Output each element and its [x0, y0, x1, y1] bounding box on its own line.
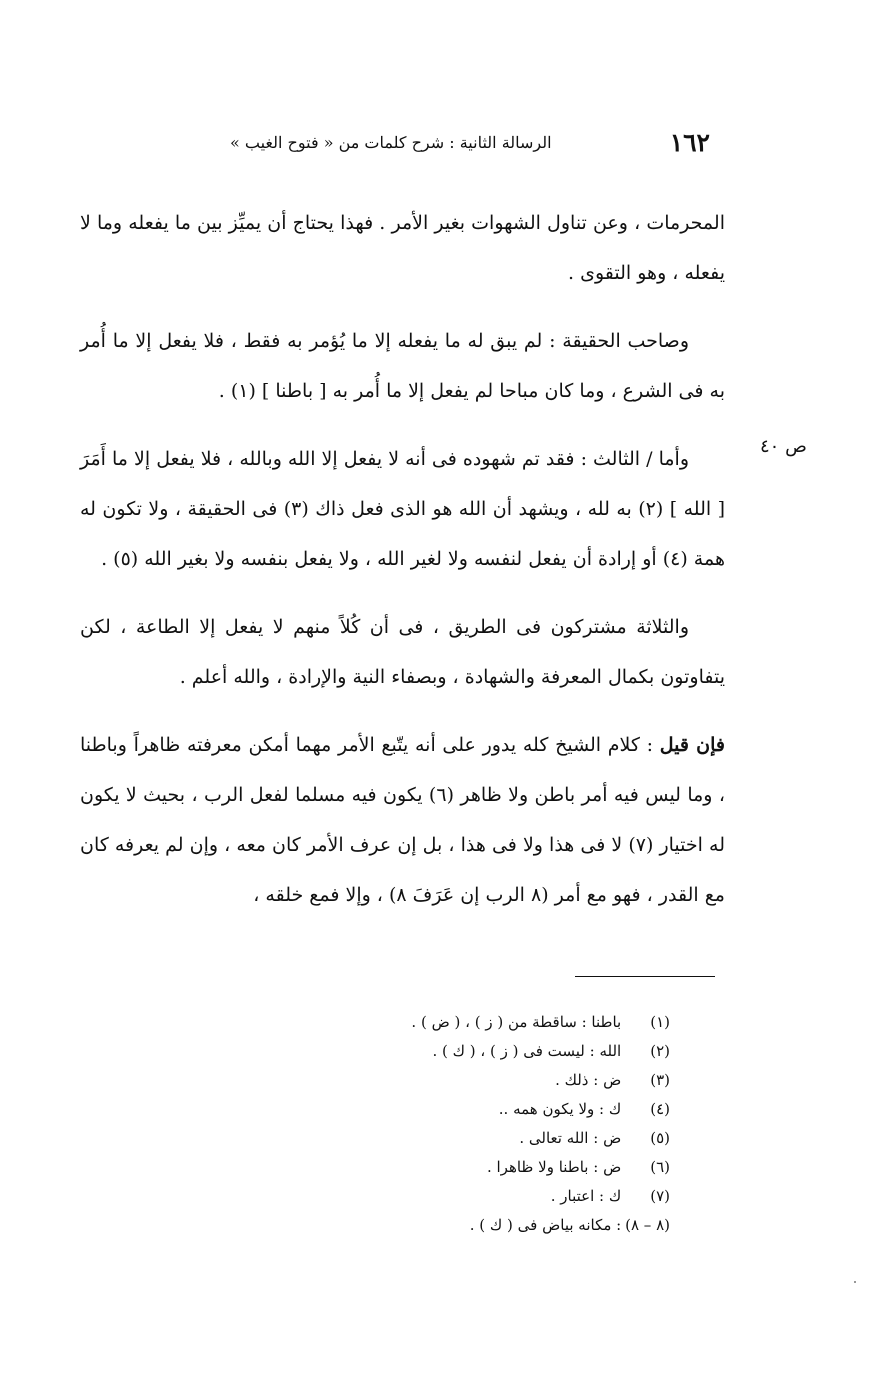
paragraph-text: المحرمات ، وعن تناول الشهوات بغير الأمر . فهذا يحتاج أن يميِّز بين ما يفعله وما لا يفعله ، وهو التقوى . — [80, 212, 725, 284]
footnote-text: ض : باطنا ولا ظاهرا . — [486, 1158, 622, 1176]
footnote-number: (٨ – ٨) — [625, 1216, 670, 1234]
footnote — [300, 1124, 670, 1153]
footnote — [300, 1037, 670, 1066]
footnotes — [300, 1008, 670, 1240]
paragraph — [80, 434, 725, 584]
footnote — [300, 1211, 670, 1240]
paragraph-text: والثلاثة مشتركون فى الطريق ، فى أن كُلاً منهم لا يفعل إلا الطاعة ، لكن يتفاوتون بكمال المعرفة والشهادة ، وبصفاء النية والإرادة ، والله أعلم . — [80, 616, 725, 688]
main-text — [80, 198, 725, 938]
paragraph-text: : كلام الشيخ كله يدور على أنه يتّبع الأمر مهما أمكن معرفته ظاهراً وباطنا ، وما ليس فيه أمر باطن ولا ظاهر (٦) يكون فيه مسلما لفعل الرب ، بحيث لا يكون له اختيار (٧) لا فى هذا ولا فى هذا ، بل إن عرف الأمر كان معه ، وإن لم يعرفه كان مع القدر ، فهو مع أمر (٨ الرب إن عَرَفَ ٨) ، وإلا فمع خلقه ، — [80, 734, 725, 906]
paragraph — [80, 316, 725, 416]
margin-page-reference: ص ٤٠ — [760, 436, 807, 457]
footnote-text: : مكانه بياض فى ( ك ) . — [469, 1216, 622, 1234]
running-title: الرسالة الثانية : شرح كلمات من « فتوح الغيب » — [230, 133, 552, 152]
footnote-text: ك : ولا يكون همه .. — [498, 1100, 622, 1118]
footnote — [300, 1008, 670, 1037]
footnote-number: (٣) — [650, 1071, 670, 1089]
footnote-text: ك : اعتبار . — [550, 1187, 622, 1205]
page-header — [230, 128, 710, 168]
paragraph — [80, 198, 725, 298]
footnote-number: (٦) — [650, 1158, 670, 1176]
paragraph-lead: فإن قيل — [659, 734, 725, 756]
footnote-number: (٧) — [650, 1187, 670, 1205]
footnote-number: (٥) — [650, 1129, 670, 1147]
footnote-number: (١) — [650, 1013, 670, 1031]
paragraph-text: وصاحب الحقيقة : لم يبق له ما يفعله إلا ما يُؤمر به فقط ، فلا يفعل إلا ما أُمر به فى الشرع ، وما كان مباحا لم يفعل إلا ما أُمر به [ باطنا ] (١) . — [80, 330, 725, 402]
paragraph — [80, 720, 725, 920]
footnote-text: باطنا : ساقطة من ( ز ) ، ( ض ) . — [411, 1013, 622, 1031]
paragraph-text: وأما / الثالث : فقد تم شهوده فى أنه لا يفعل إلا الله وبالله ، فلا يفعل إلا ما أَمَرَ [ الله ] (٢) به لله ، ويشهد أن الله هو الذى فعل ذاك (٣) فى الحقيقة ، ولا تكون له همة (٤) أو إرادة أن يفعل لنفسه ولا لغير الله ، ولا يفعل بنفسه ولا بغير الله (٥) . — [80, 448, 726, 570]
scan-speck — [854, 1281, 856, 1283]
footnote-number: (٢) — [650, 1042, 670, 1060]
footnote-number: (٤) — [650, 1100, 670, 1118]
paragraph — [80, 602, 725, 702]
footnote-text: ض : الله تعالى . — [519, 1129, 622, 1147]
footnote — [300, 1153, 670, 1182]
footnote-separator — [575, 976, 715, 977]
footnote — [300, 1095, 670, 1124]
page-number: ١٦٢ — [669, 128, 710, 157]
footnote-text: الله : ليست فى ( ز ) ، ( ك ) . — [432, 1042, 622, 1060]
footnote — [300, 1066, 670, 1095]
footnote-text: ض : ذلك . — [555, 1071, 622, 1089]
footnote — [300, 1182, 670, 1211]
